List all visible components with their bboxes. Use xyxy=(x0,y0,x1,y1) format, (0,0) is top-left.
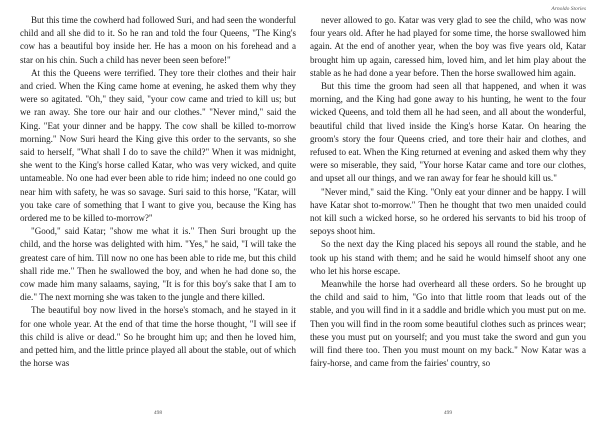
right-page xyxy=(310,0,586,424)
paragraph: "Never mind," said the King. "Only eat your dinner and be happy. I will have Katar shot to-morrow." Then he thought that two men unaided could not kill such a wicked horse, so he ordered his servants to bid his troop of sepoys shoot him. xyxy=(310,186,586,237)
page-number: 499 xyxy=(443,410,453,416)
paragraph: "Good," said Katar; "show me what it is." Then Suri brought up the child, and the horse was delighted with him. "Yes," he said, "I will take the greatest care of him. Till now no one has been able to ride me, but this child shall ride me." Then he swallowed the boy, and when he had done so, the cow made him many salaams, saying, "It is for this boy's sake that I am to die." The next morning she was taken to the jungle and there killed. xyxy=(20,226,296,303)
page-number: 498 xyxy=(153,410,163,416)
paragraph: never allowed to go. Katar was very glad to see the child, who was now four years old. After he had played for some time, the horse swallowed him again. At the end of another year, when the boy was five years old, Katar brought him up again, caressed him, loved him, and let him play about the stable as he had done a year before. Then the horse swallowed him again. xyxy=(310,15,586,78)
left-page-body xyxy=(20,14,296,370)
paragraph: Meanwhile the horse had overheard all these orders. So he brought up the child and said to him, "Go into that little room that leads out of the stable, and you will find in it a saddle and bridle which you must put on me. Then you will find in the room some beautiful clothes such as princes wear; these you must put on yourself; and you must take the sword and gun you will find there too. Then you must mount on my back." Now Katar was a fairy-horse, and came from the fairies' country, so xyxy=(310,279,586,369)
right-page-body xyxy=(310,14,586,370)
left-page xyxy=(20,0,296,424)
paragraph: But this time the cowherd had followed Suri, and had seen the wonderful child and all she did to it. So he ran and told the four Queens, "The King's cow has a beautiful boy inside her. He has a moon on his forehead and a star on his chin. Such a child has never been seen before!" xyxy=(20,15,296,65)
paragraph: But this time the groom had seen all that happened, and when it was morning, and the King had gone away to his hunting, he went to the four wicked Queens, and told them all he had seen, and all about the wonderful, beautiful child that lived inside the King's horse Katar. On hearing the groom's story the four Queens cried, and tore their hair and clothes, and refused to eat. When the King returned at evening and asked them why they were so miserable, they said, "Your horse Katar came and tore our clothes, and upset all our things, and we ran away for fear he should kill us." xyxy=(310,81,586,184)
paragraph: The beautiful boy now lived in the horse's stomach, and he stayed in it for one whole year. At the end of that time the horse thought, "I will see if this child is alive or dead." So he brought him up; and then he loved him, and petted him, and the little prince played all about the stable, out of which the horse was xyxy=(20,305,296,369)
running-head: Arnoldo Stories xyxy=(551,6,586,12)
paragraph: So the next day the King placed his sepoys all round the stable, and he took up his stand with them; and he said he would himself shoot any one who let his horse escape. xyxy=(310,239,586,276)
paragraph: At this the Queens were terrified. They tore their clothes and their hair and cried. When the King came home at evening, he asked them why they were so agitated. "Oh," they said, "your cow came and tried to kill us; but we ran away. She tore our hair and our clothes." "Never mind," said the King. "Eat your dinner and be happy. The cow shall be killed to-morrow morning." Now Suri heard the King give this order to the servants, so she said to herself, "What shall I do to save the child?" When it was midnight, she went to the King's horse called Katar, who was very wicked, and quite untameable. No one had ever been able to ride him; indeed no one could go near him with safety, he was so savage. Suri said to this horse, "Katar, will you take care of something that I want to give you, because the King has ordered me to be killed to-morrow?" xyxy=(20,67,296,224)
